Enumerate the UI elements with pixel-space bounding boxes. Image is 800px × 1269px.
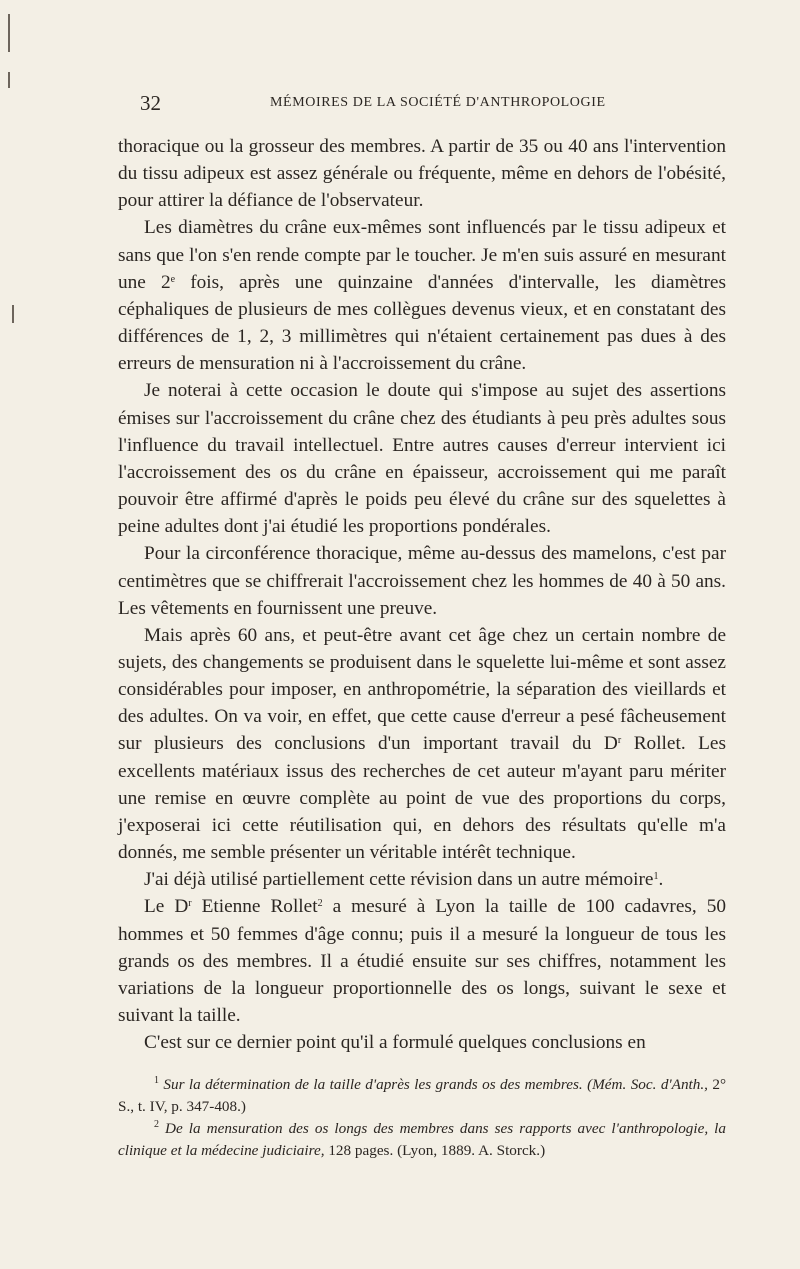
paragraph-text: Je noterai à cette occasion le doute qui s'impose au sujet des assertions émises sur l'accroissement du crâne chez des étudiants à peu près adultes sous l'influence du travail intellectuel. Entre autres causes d'erreur intervient ici l'accroissement des os du crâne en épaisseur, accroissement qui me paraît pouvoir être affirmé d'après le poids peu élevé du crâne sur des squelettes à peine adultes dont j'ai étudié les proportions pondérales. [118, 380, 726, 538]
paragraph-text: . [658, 869, 664, 891]
footnote-title: Sur la détermination de la taille d'après les grands os des membres. (Mém. Soc. d'Anth., [163, 1076, 708, 1093]
footnote-citation: 128 pages. (Lyon, 1889. A. Storck.) [324, 1142, 546, 1159]
page-number: 32 [140, 91, 161, 115]
paragraph [118, 866, 726, 893]
paragraph-text: Le D [144, 896, 189, 918]
footnotes [118, 1074, 726, 1162]
paragraph-text: thoracique ou la grosseur des membres. A partir de 35 ou 40 ans l'intervention du tissu adipeux est assez générale ou fréquente, même en dehors de l'obésité, pour attirer la défiance de l'observateur. [118, 136, 726, 212]
paragraph-text: fois, après une quinzaine d'années d'intervalle, les diamètres céphaliques de plusieurs de mes collègues devenus vieux, et en constatant des différences de 1, 2, 3 millimètres qui n'étaient certainement pas dues à des erreurs de mensuration ni à l'accroissement du crâne. [118, 271, 726, 375]
superscript: e [170, 273, 176, 285]
page-header [140, 91, 725, 117]
paragraph-text: Rollet. Les excellents matériaux issus des recherches de cet auteur m'ayant paru mériter une remise en œuvre complète au point de vue des proportions du corps, j'exposerai ici cette réutilisation qui, en dehors des résultats qu'elle m'a donnés, me semble présenter un véritable intérêt technique. [118, 733, 726, 864]
footnote-number: 2 [154, 1119, 159, 1130]
paragraph [118, 214, 726, 377]
paragraph [118, 622, 726, 866]
paragraph-text: a mesuré à Lyon la taille de 100 cadavres, 50 hommes et 50 femmes d'âge connu; puis il a mesuré la longueur de tous les grands os des membres. Il a étudié ensuite sur ses chiffres, notamment les variations de la longueur proportionnelle des os longs, suivant le sexe et suivant la taille. [118, 896, 726, 1026]
footnote-2 [118, 1118, 726, 1162]
body-text [118, 133, 726, 1056]
paragraph [118, 1029, 726, 1056]
paragraph [118, 133, 726, 214]
superscript: r [617, 735, 622, 747]
margin-mark [8, 72, 10, 88]
paragraph-text: Mais après 60 ans, et peut-être avant cet âge chez un certain nombre de sujets, des changements se produisent dans le squelette lui-même et sont assez considérables pour imposer, en anthropométrie, la séparation des vieillards et des adultes. On va voir, en effet, que cette cause d'erreur a pesé fâcheusement sur plusieurs des conclusions d'un important travail du D [118, 624, 726, 755]
paragraph-text: C'est sur ce dernier point qu'il a formulé quelques conclusions en [144, 1032, 646, 1054]
paragraph-text: Les diamètres du crâne eux-mêmes sont influencés par le tissu adipeux et sans que l'on s'en rende compte par le toucher. Je m'en suis assuré en mesurant une 2 [118, 217, 726, 293]
footnote-ref: 2 [317, 898, 323, 910]
paragraph-text: Pour la circonférence thoracique, même au-dessus des mamelons, c'est par centimètres que se chiffrerait l'accroissement chez les hommes de 40 à 50 ans. Les vêtements en fournissent une preuve. [118, 543, 726, 619]
footnote-1 [118, 1074, 726, 1118]
paragraph [118, 540, 726, 621]
footnote-ref: 1 [653, 871, 659, 883]
paragraph [118, 893, 726, 1029]
paragraph-text: Etienne Rollet [191, 896, 318, 918]
footnote-title: De la mensuration des os longs des membres dans ses rapports avec l'anthropologie, la clinique et la médecine judiciaire, [118, 1120, 726, 1159]
paragraph-text: J'ai déjà utilisé partiellement cette révision dans un autre mémoire [144, 869, 654, 891]
margin-mark [12, 305, 14, 323]
running-title: MÉMOIRES DE LA SOCIÉTÉ D'ANTHROPOLOGIE [270, 95, 606, 110]
superscript: r [188, 898, 192, 910]
paragraph [118, 377, 726, 540]
margin-mark [8, 14, 10, 52]
footnote-number: 1 [154, 1075, 159, 1086]
footnote-citation: 2° S., t. IV, p. 347-408.) [118, 1076, 727, 1115]
